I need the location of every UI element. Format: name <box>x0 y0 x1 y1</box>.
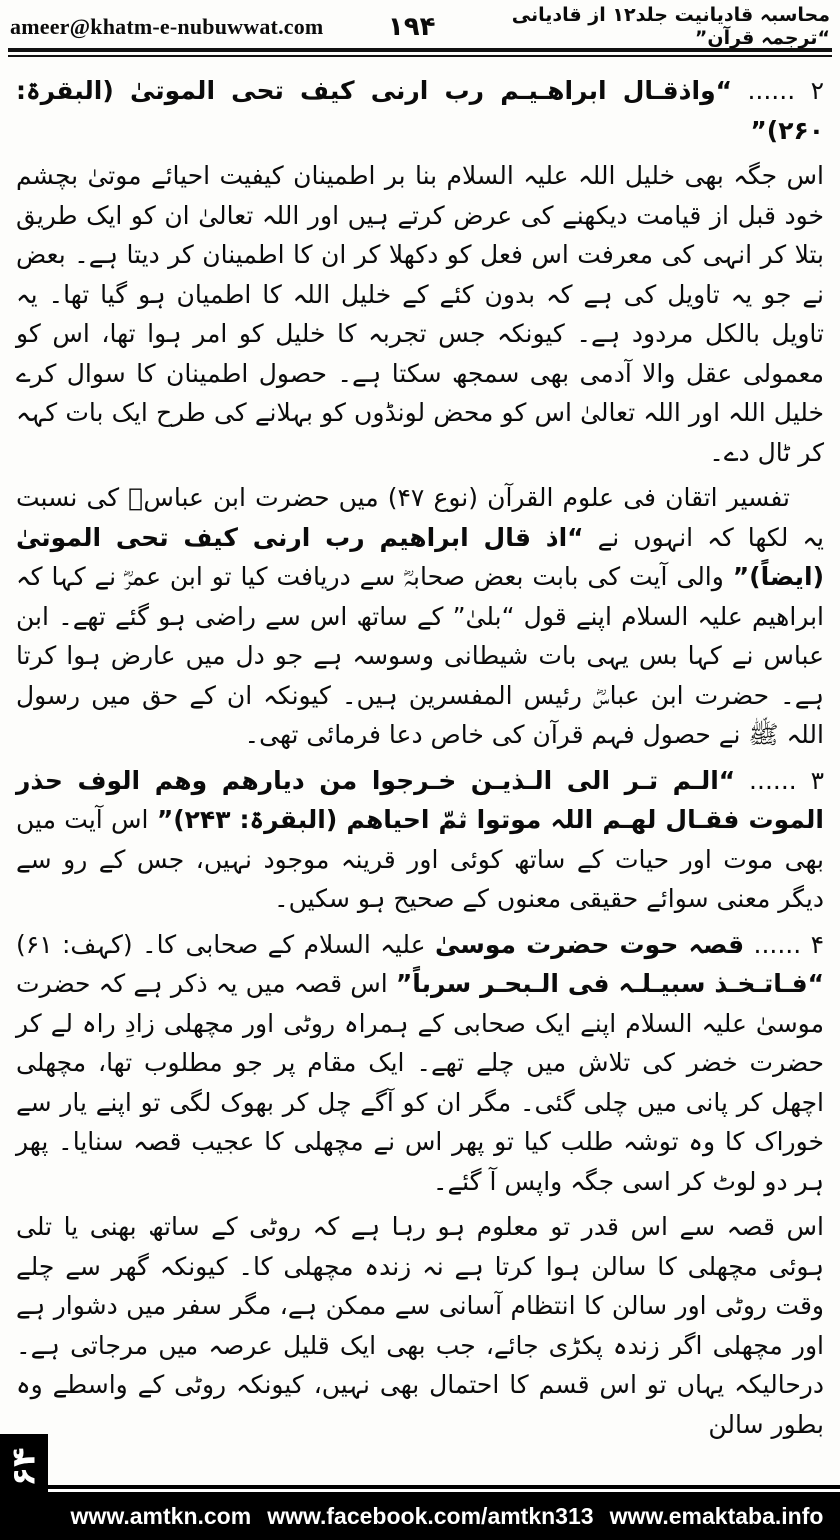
body-text: ۴ ...... <box>744 929 824 959</box>
body-text: اس قصہ میں یہ ذکر ہے کہ حضرت موسیٰ علیہ السلام اپنے ایک صحابی کے ہمراہ روٹی اور مچھلی زادِ راہ لے کر حضرت خضر کی تلاش میں چلے تھے۔ ایک مقام پر جو مطلوب تھا، مچھلی اچھل کر پانی میں چلی گئی۔ مگر ان کو آگے چل کر بھوک لگی تو اپنے یار سے خوراک کا وہ توشہ طلب کیا تو پھر اس نے مچھلی کا عجیب قصہ سنایا۔ پھر ہر دو لوٹ کر اسی جگہ واپس آ گئے۔ <box>16 969 824 1196</box>
body-text: والی آیت کی بابت بعض صحابہؓ سے دریافت کیا تو ابن عمرؓ نے کہا کہ ابراھیم علیہ السلام اپنے قول “بلیٰ” کے ساتھ اس سے راضی ہو گئے تھے۔ ابن عباس نے کہا بس یہی بات شیطانی وسوسہ ہے جو دل میں عارض ہوا کرتا ہے۔ حضرت ابن عباسؓ رئیس المفسرین ہیں۔ کیونکہ ان کے حق میں رسول اللہ ﷺ نے حصول فہم قرآن کی خاص دعا فرمائی تھی۔ <box>16 562 824 749</box>
paragraph <box>16 156 824 472</box>
footer-link: www.emaktaba.info <box>609 1502 824 1529</box>
body-text: اس قصہ سے اس قدر تو معلوم ہو رہا ہے کہ روٹی کے ساتھ بھنی یا تلی ہوئی مچھلی کا سالن ہوا کرتا ہے نہ زندہ مچھلی کا۔ کیونکہ گھر سے چلے وقت روٹی اور سالن کا انتظام آسانی سے ممکن ہے، مگر سفر میں دشوار ہے اور مچھلی اگر زندہ پکڑی جائے، جب بھی ایک قلیل عرصہ میں مرجاتی ہے۔ درحالیکہ یہاں تو اس قسم کا احتمال بھی نہیں، کیونکہ روٹی کے واسطے وہ بطور سالن <box>16 1212 824 1439</box>
header-title: محاسبہ قادیانیت جلد۱۲ از قادیانی “ترجمہ قرآن” <box>511 4 830 49</box>
quran-quote: “اذ قال ابراھیم رب ارنی کیف تحی الموتیٰ (ایضاً)” <box>16 522 824 591</box>
paragraph <box>16 71 824 150</box>
footer-links <box>0 1492 840 1540</box>
body-text: ۲ ...... <box>732 76 824 105</box>
body-text: اس آیت میں بھی موت اور حیات کے ساتھ کوئی اور قرینہ موجود نہیں، جس کے رو سے دیگر معنی سوائے حقیقی معنوں کے صحیح ہو سکیں۔ <box>16 805 824 913</box>
paragraph <box>16 761 824 919</box>
paragraph <box>16 478 824 755</box>
body-text: ۳ ...... <box>735 765 824 795</box>
body-text: تفسیر اتقان فی علوم القرآن (نوع ۴۷) میں حضرت ابن عباسؓ کی نسبت یہ لکھا کہ انہوں نے <box>16 483 824 552</box>
side-page-number-tab <box>0 1434 48 1540</box>
footer-link: www.amtkn.com <box>70 1502 252 1529</box>
body-text: اس جگہ بھی خلیل اللہ علیہ السلام بنا بر اطمینان کیفیت احیائے موتیٰ بچشم خود قبل از قیامت دیکھنے کی عرض کرتے ہیں اور اللہ تعالیٰ ان کو ایک طریق بتلا کر انہی کی معرفت اس فعل کو دکھلا کر ان کا اطمینان کر دیتا ہے۔ بعض نے جو یہ تاویل کی ہے کہ بدون کئے کے خلیل اللہ کا اطمیان ہو گیا تھا۔ یہ تاویل بالکل مردود ہے۔ کیونکہ جس تجربہ کا خلیل کو امر ہوا تھا، اس کو معمولی عقل والا آدمی بھی سمجھ سکتا ہے۔ حصول اطمینان کا سوال کرے خلیل اللہ اور اللہ تعالیٰ اس کو محض لونڈوں کو بہلانے کی طرح ایک بات کہہ کر ٹال دے۔ <box>16 161 824 467</box>
page-footer <box>0 1485 840 1540</box>
paragraph <box>16 925 824 1202</box>
paragraph <box>16 1207 824 1444</box>
quran-quote: “واذقـال ابراھـیـم رب ارنی کیف تحی الموتیٰ (البقرۃ: ۲۶۰)” <box>16 76 824 145</box>
quran-quote: “الـم تـر الی الـذیـن خـرجوا من دیارھم وھم الوف حذر الموت فقـال لھـم اللہ موتوا ثمّ احیاھم (البقرۃ: ۲۴۳)” <box>16 765 824 834</box>
header-email: ameer@khatm-e-nubuwwat.com <box>10 14 324 39</box>
page-header <box>0 0 840 48</box>
footer-link: www.facebook.com/amtkn313 <box>267 1502 594 1529</box>
quran-quote: “فـاتـخـذ سبیـلـہ فی الـبحـر سرباً” <box>395 969 824 998</box>
body-text: علیہ السلام کے صحابی کا۔ (کہف: ۶۱) <box>16 929 435 959</box>
page-body <box>0 57 840 1444</box>
quran-quote: قصہ حوت حضرت موسیٰ <box>434 929 745 959</box>
header-page-number: ۱۹۴ <box>387 12 436 42</box>
side-page-number: ۶۴ <box>5 1447 43 1487</box>
